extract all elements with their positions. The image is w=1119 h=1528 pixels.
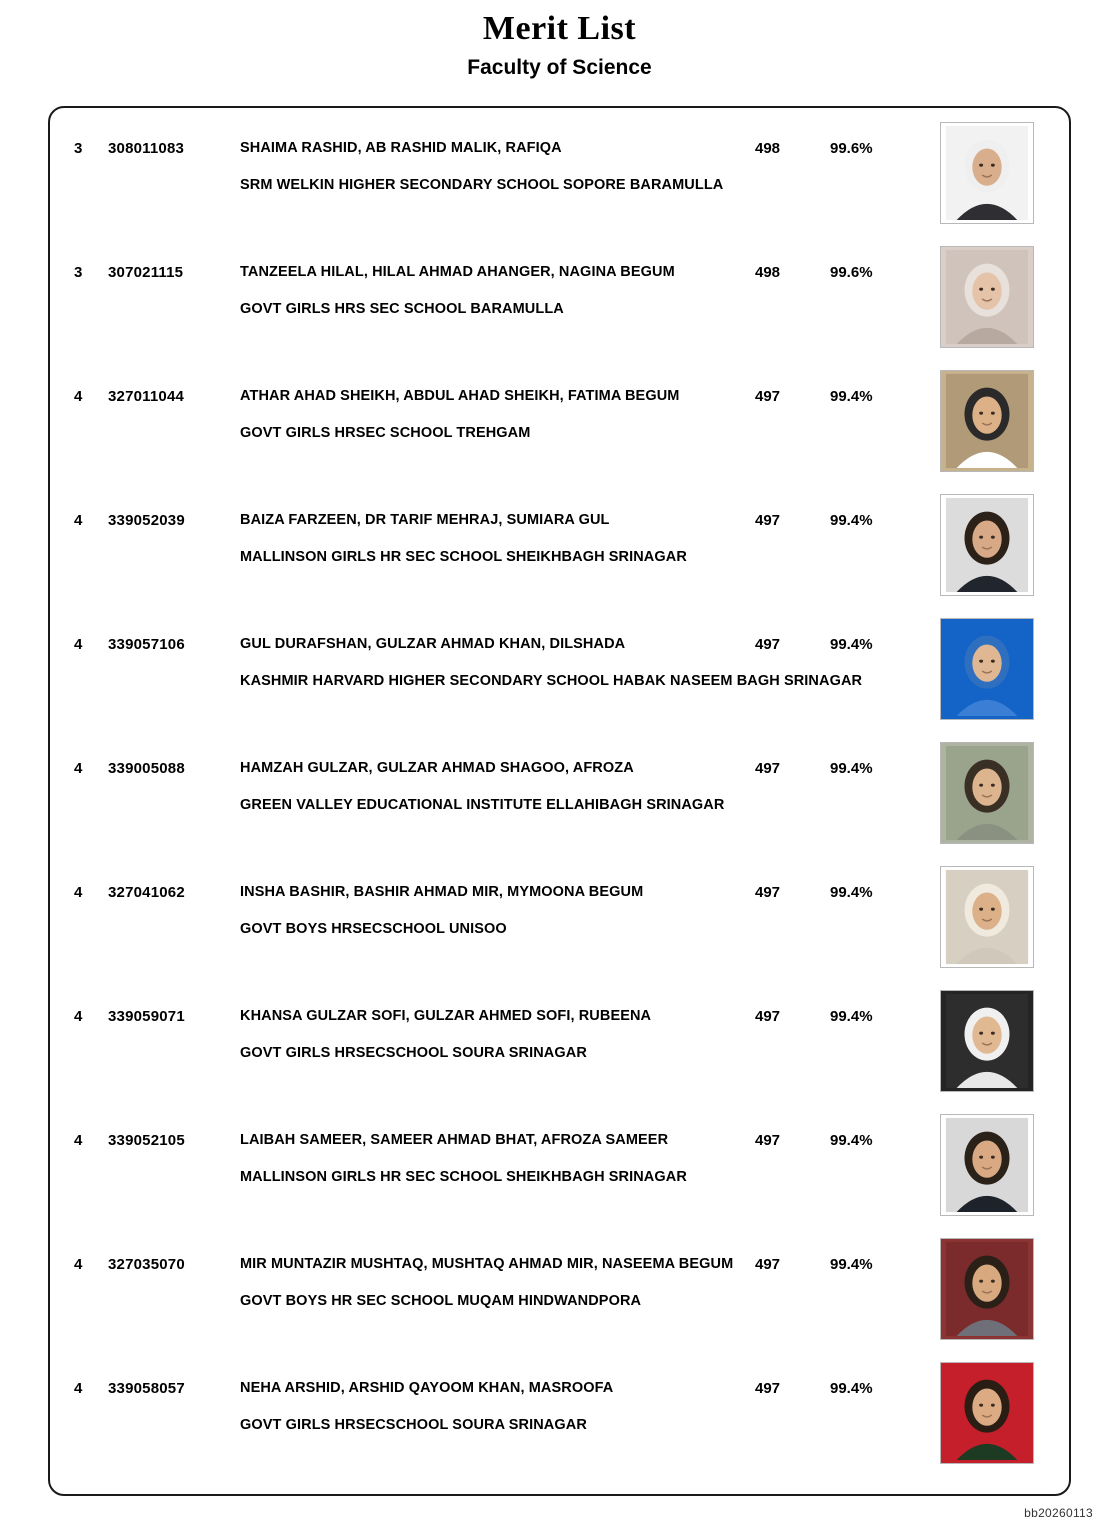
table-row bbox=[50, 976, 1069, 1100]
footer-code: bb20260113 bbox=[1024, 1506, 1093, 1520]
row-school-name: KASHMIR HARVARD HIGHER SECONDARY SCHOOL HABAK NASEEM BAGH SRINAGAR bbox=[240, 673, 863, 689]
row-school-name: SRM WELKIN HIGHER SECONDARY SCHOOL SOPORE BARAMULLA bbox=[240, 177, 724, 193]
row-school-name: GOVT GIRLS HRS SEC SCHOOL BARAMULLA bbox=[240, 301, 564, 317]
row-percentage: 99.4% bbox=[830, 760, 873, 777]
row-marks: 498 bbox=[755, 264, 781, 281]
row-percentage: 99.4% bbox=[830, 1380, 873, 1397]
portrait-icon bbox=[941, 619, 1033, 719]
row-rank: 4 bbox=[74, 636, 83, 653]
row-marks: 497 bbox=[755, 636, 781, 653]
row-rank: 3 bbox=[74, 140, 83, 157]
portrait-icon bbox=[941, 991, 1033, 1091]
row-candidate-name: ATHAR AHAD SHEIKH, ABDUL AHAD SHEIKH, FATIMA BEGUM bbox=[240, 388, 680, 404]
portrait-icon bbox=[941, 247, 1033, 347]
row-roll-number: 339052039 bbox=[108, 512, 185, 529]
row-candidate-name: KHANSA GULZAR SOFI, GULZAR AHMED SOFI, RUBEENA bbox=[240, 1008, 652, 1024]
table-row bbox=[50, 1100, 1069, 1224]
row-rank: 4 bbox=[74, 388, 83, 405]
row-marks: 497 bbox=[755, 1256, 781, 1273]
row-roll-number: 339059071 bbox=[108, 1008, 185, 1025]
row-rank: 4 bbox=[74, 884, 83, 901]
portrait-icon bbox=[941, 1363, 1033, 1463]
row-marks: 498 bbox=[755, 140, 781, 157]
portrait-icon bbox=[941, 1239, 1033, 1339]
row-candidate-photo bbox=[940, 246, 1034, 348]
row-candidate-photo bbox=[940, 742, 1034, 844]
portrait-icon bbox=[941, 1115, 1033, 1215]
row-rank: 4 bbox=[74, 512, 83, 529]
row-rank: 4 bbox=[74, 1008, 83, 1025]
row-school-name: GOVT GIRLS HRSECSCHOOL SOURA SRINAGAR bbox=[240, 1045, 587, 1061]
row-roll-number: 327011044 bbox=[108, 388, 185, 405]
row-school-name: GREEN VALLEY EDUCATIONAL INSTITUTE ELLAHIBAGH SRINAGAR bbox=[240, 797, 725, 813]
row-roll-number: 339052105 bbox=[108, 1132, 185, 1149]
portrait-icon bbox=[941, 371, 1033, 471]
table-row bbox=[50, 108, 1069, 232]
row-percentage: 99.6% bbox=[830, 264, 873, 281]
table-row bbox=[50, 1348, 1069, 1472]
row-percentage: 99.4% bbox=[830, 1132, 873, 1149]
row-candidate-photo bbox=[940, 990, 1034, 1092]
row-candidate-photo bbox=[940, 122, 1034, 224]
portrait-icon bbox=[941, 743, 1033, 843]
row-candidate-name: BAIZA FARZEEN, DR TARIF MEHRAJ, SUMIARA GUL bbox=[240, 512, 610, 528]
portrait-icon bbox=[941, 867, 1033, 967]
row-school-name: GOVT GIRLS HRSECSCHOOL SOURA SRINAGAR bbox=[240, 1417, 587, 1433]
row-candidate-photo bbox=[940, 1114, 1034, 1216]
row-roll-number: 339005088 bbox=[108, 760, 185, 777]
row-marks: 497 bbox=[755, 1132, 781, 1149]
page-title: Merit List bbox=[482, 10, 637, 47]
row-school-name: GOVT BOYS HR SEC SCHOOL MUQAM HINDWANDPORA bbox=[240, 1293, 642, 1309]
row-school-name: GOVT GIRLS HRSEC SCHOOL TREHGAM bbox=[240, 425, 531, 441]
table-row bbox=[50, 852, 1069, 976]
merit-list-frame bbox=[48, 106, 1071, 1496]
row-percentage: 99.4% bbox=[830, 512, 873, 529]
row-candidate-photo bbox=[940, 866, 1034, 968]
row-marks: 497 bbox=[755, 512, 781, 529]
table-row bbox=[50, 356, 1069, 480]
row-marks: 497 bbox=[755, 1008, 781, 1025]
row-marks: 497 bbox=[755, 884, 781, 901]
row-rank: 4 bbox=[74, 1380, 83, 1397]
row-marks: 497 bbox=[755, 760, 781, 777]
row-candidate-photo bbox=[940, 370, 1034, 472]
row-percentage: 99.4% bbox=[830, 1008, 873, 1025]
row-candidate-name: TANZEELA HILAL, HILAL AHMAD AHANGER, NAGINA BEGUM bbox=[240, 264, 675, 280]
row-percentage: 99.4% bbox=[830, 1256, 873, 1273]
row-candidate-name: SHAIMA RASHID, AB RASHID MALIK, RAFIQA bbox=[240, 140, 562, 156]
row-percentage: 99.6% bbox=[830, 140, 873, 157]
row-roll-number: 327041062 bbox=[108, 884, 185, 901]
row-marks: 497 bbox=[755, 1380, 781, 1397]
row-candidate-name: GUL DURAFSHAN, GULZAR AHMAD KHAN, DILSHADA bbox=[240, 636, 626, 652]
row-rank: 4 bbox=[74, 1132, 83, 1149]
row-marks: 497 bbox=[755, 388, 781, 405]
row-candidate-photo bbox=[940, 1362, 1034, 1464]
row-roll-number: 339057106 bbox=[108, 636, 185, 653]
row-candidate-name: LAIBAH SAMEER, SAMEER AHMAD BHAT, AFROZA SAMEER bbox=[240, 1132, 669, 1148]
table-row bbox=[50, 232, 1069, 356]
table-row bbox=[50, 1224, 1069, 1348]
row-percentage: 99.4% bbox=[830, 388, 873, 405]
merit-list-rows bbox=[50, 108, 1069, 1472]
row-candidate-photo bbox=[940, 1238, 1034, 1340]
table-row bbox=[50, 480, 1069, 604]
row-candidate-name: MIR MUNTAZIR MUSHTAQ, MUSHTAQ AHMAD MIR, NASEEMA BEGUM bbox=[240, 1256, 734, 1272]
row-candidate-photo bbox=[940, 618, 1034, 720]
row-school-name: GOVT BOYS HRSECSCHOOL UNISOO bbox=[240, 921, 507, 937]
row-rank: 3 bbox=[74, 264, 83, 281]
row-candidate-name: INSHA BASHIR, BASHIR AHMAD MIR, MYMOONA BEGUM bbox=[240, 884, 644, 900]
row-percentage: 99.4% bbox=[830, 884, 873, 901]
row-percentage: 99.4% bbox=[830, 636, 873, 653]
row-rank: 4 bbox=[74, 760, 83, 777]
row-candidate-name: HAMZAH GULZAR, GULZAR AHMAD SHAGOO, AFROZA bbox=[240, 760, 634, 776]
table-row bbox=[50, 728, 1069, 852]
row-school-name: MALLINSON GIRLS HR SEC SCHOOL SHEIKHBAGH SRINAGAR bbox=[240, 1169, 687, 1185]
row-roll-number: 308011083 bbox=[108, 140, 185, 157]
merit-list-page bbox=[0, 10, 1119, 1528]
row-school-name: MALLINSON GIRLS HR SEC SCHOOL SHEIKHBAGH SRINAGAR bbox=[240, 549, 687, 565]
row-roll-number: 339058057 bbox=[108, 1380, 185, 1397]
row-candidate-photo bbox=[940, 494, 1034, 596]
row-roll-number: 307021115 bbox=[108, 264, 184, 281]
portrait-icon bbox=[941, 123, 1033, 223]
table-row bbox=[50, 604, 1069, 728]
row-candidate-name: NEHA ARSHID, ARSHID QAYOOM KHAN, MASROOFA bbox=[240, 1380, 614, 1396]
portrait-icon bbox=[941, 495, 1033, 595]
row-roll-number: 327035070 bbox=[108, 1256, 185, 1273]
row-rank: 4 bbox=[74, 1256, 83, 1273]
page-subtitle: Faculty of Science bbox=[467, 56, 652, 79]
